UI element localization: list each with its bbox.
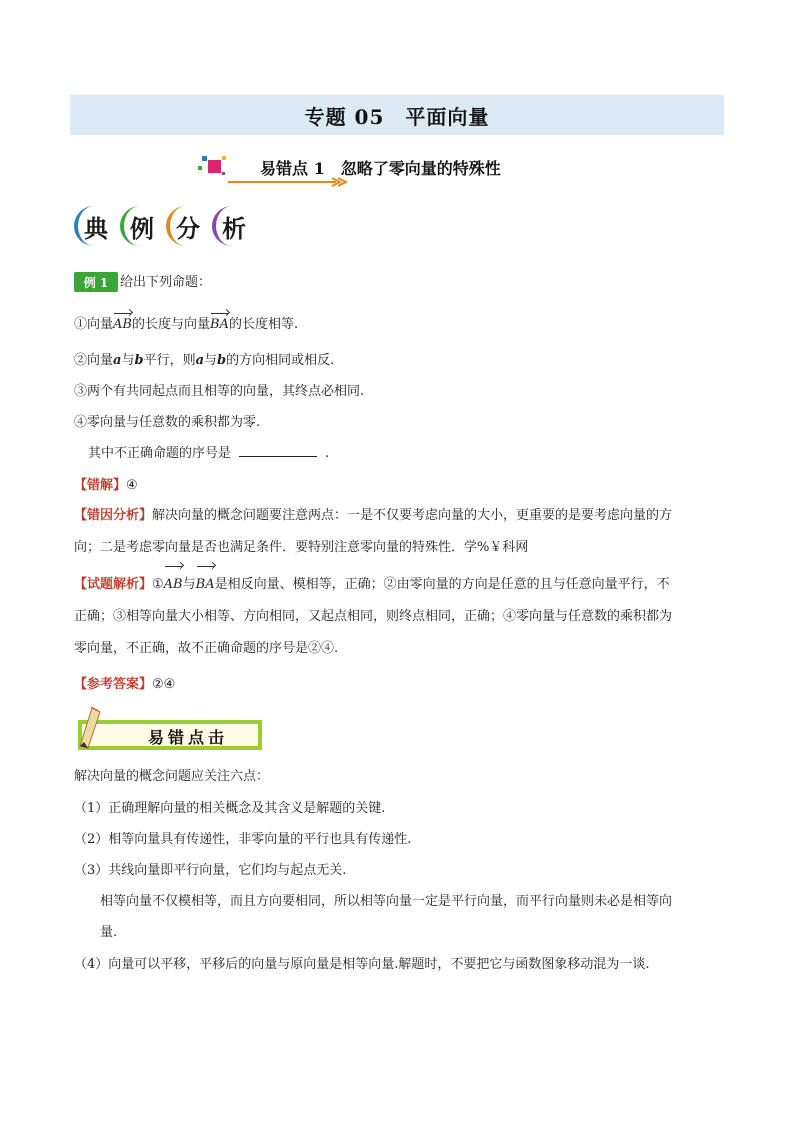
solution-analysis: 【试题解析】①AB与BA是相反向量、模相等，正确；②由零向量的方向是任意的且与任意向量平行，不 正确；③相等向量大小相等、方向相同，又起点相同，则终点相同，正确；④零向量与任意数的乘积都为 零向量，不正确，故不正确命题的序号是②④. bbox=[74, 569, 734, 665]
example-intro: 给出下列命题： bbox=[120, 275, 212, 290]
section-char-4: 析 bbox=[212, 206, 252, 246]
vector-ab: AB bbox=[113, 317, 132, 332]
subheading-text: 易错点 1 忽略了零向量的特殊性 bbox=[260, 159, 501, 178]
page-title: 专题 05 平面向量 bbox=[304, 104, 490, 129]
section-char-3: 分 bbox=[166, 206, 206, 246]
reference-answer: 【参考答案】②④ bbox=[74, 677, 176, 692]
wrong-answer: 【错解】④ bbox=[74, 478, 138, 493]
banner-text: 易错点击 bbox=[148, 728, 229, 747]
subheading-block bbox=[190, 150, 590, 190]
tip-1: （1）正确理解向量的相关概念及其含义是解题的关键. bbox=[74, 801, 386, 816]
title-bar bbox=[70, 95, 724, 135]
tip-3-detail-cont: 量. bbox=[100, 925, 118, 940]
proposition-1: ①向量AB的长度与向量BA的长度相等. bbox=[74, 317, 299, 332]
vector-ab: AB bbox=[164, 569, 183, 601]
error-tips-banner bbox=[78, 706, 264, 750]
tips-intro: 解决向量的概念问题应关注六点： bbox=[74, 769, 270, 784]
answer-blank bbox=[239, 444, 317, 457]
tip-2: （2）相等向量具有传递性，非零向量的平行也具有传递性. bbox=[74, 832, 412, 847]
section-char-1: 典 bbox=[74, 206, 114, 246]
question-line: 其中不正确命题的序号是 . bbox=[88, 446, 330, 461]
vector-ba: BA bbox=[196, 569, 215, 601]
tip-3-detail: 相等向量不仅模相等，而且方向要相同，所以相等向量一定是平行向量，而平行向量则未必是相等向 bbox=[100, 894, 673, 909]
decorative-squares-icon bbox=[190, 150, 230, 184]
tip-3: （3）共线向量即平行向量，它们均与起点无关. bbox=[74, 863, 347, 878]
proposition-2: ②向量a与b平行，则a与b的方向相同或相反. bbox=[74, 353, 335, 368]
example-badge: 例 1 bbox=[74, 272, 118, 292]
error-analysis: 【错因分析】解决向量的概念问题要注意两点：一是不仅要考虑向量的大小，更重要的是要考虑向量的方 向；二是考虑零向量是否也满足条件．要特别注意零向量的特殊性．学%￥科网 bbox=[74, 508, 673, 555]
vector-ba: BA bbox=[209, 317, 229, 332]
proposition-4: ④零向量与任意数的乘积都为零. bbox=[74, 415, 261, 430]
section-title-example-analysis bbox=[74, 206, 252, 250]
tip-4: （4）向量可以平移，平移后的向量与原向量是相等向量.解题时，不要把它与函数图象移动混为一谈. bbox=[74, 957, 650, 972]
section-char-2: 例 bbox=[120, 206, 160, 246]
proposition-3: ③两个有共同起点而且相等的向量，其终点必相同. bbox=[74, 384, 365, 399]
